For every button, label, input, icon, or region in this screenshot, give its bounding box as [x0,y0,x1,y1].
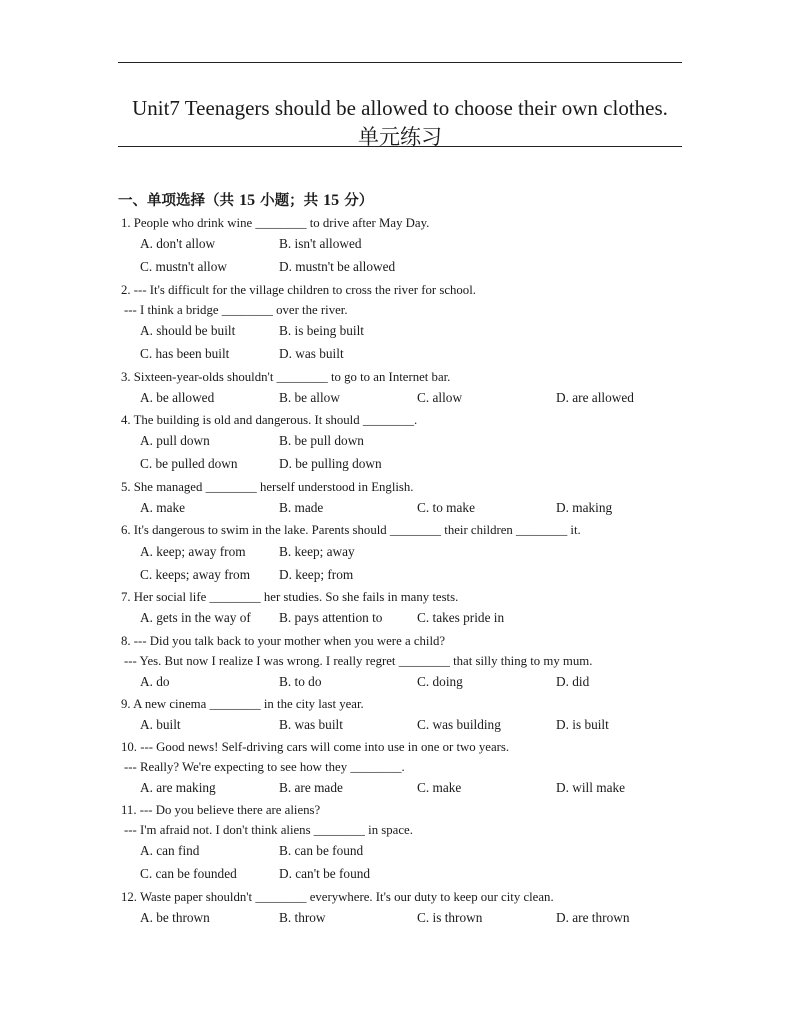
answer-option: C. be pulled down [140,456,238,471]
answer-option: C. make [417,780,462,795]
answer-option: C. to make [417,500,475,515]
answer-option: D. are thrown [556,910,630,925]
question-stem: 1. People who drink wine ________ to drive after May Day. [121,216,430,230]
answer-option: D. are allowed [556,390,634,405]
answer-option: B. made [279,500,324,515]
answer-option: A. pull down [140,433,210,448]
answer-option: B. to do [279,674,322,689]
answer-option: A. should be built [140,323,236,338]
answer-option: D. keep; from [279,567,354,582]
question-stem: 11. --- Do you believe there are aliens? [121,803,321,817]
question-line: --- Really? We're expecting to see how they ________. [124,760,405,774]
question-stem: 3. Sixteen-year-olds shouldn't ________ to go to an Internet bar. [121,370,451,384]
answer-option: A. built [140,717,181,732]
question-stem: 8. --- Did you talk back to your mother when you were a child? [121,634,446,648]
answer-option: C. can be founded [140,866,237,881]
answer-option: D. is built [556,717,609,732]
answer-option: D. be pulling down [279,456,382,471]
answer-option: D. will make [556,780,626,795]
question-stem: 5. She managed ________ herself understood in English. [121,480,414,494]
answer-option: B. be allow [279,390,340,405]
answer-option: A. keep; away from [140,544,246,559]
answer-option: A. do [140,674,170,689]
answer-option: B. pays attention to [279,610,383,625]
top-rule [118,62,682,63]
answer-option: B. was built [279,717,343,732]
answer-option: D. can't be found [279,866,371,881]
answer-option: A. be allowed [140,390,215,405]
question-stem: 10. --- Good news! Self-driving cars will come into use in one or two years. [121,740,510,754]
answer-option: B. be pull down [279,433,364,448]
answer-option: B. is being built [279,323,364,338]
answer-option: C. takes pride in [417,610,505,625]
question-stem: 12. Waste paper shouldn't ________ everywhere. It's our duty to keep our city clean. [121,890,554,904]
section-heading: 一、单项选择（共 15 小题；共 15 分） [118,192,374,209]
page-title: Unit7 Teenagers should be allowed to choose their own clothes. [132,96,668,120]
answer-option: D. did [556,674,590,689]
answer-option: B. throw [279,910,326,925]
question-stem: 9. A new cinema ________ in the city last year. [121,697,364,711]
answer-option: C. allow [417,390,463,405]
answer-option: A. be thrown [140,910,210,925]
answer-option: A. are making [140,780,216,795]
question-stem: 6. It's dangerous to swim in the lake. Parents should ________ their children ________ it. [121,523,581,537]
answer-option: C. is thrown [417,910,483,925]
answer-option: B. are made [279,780,343,795]
answer-option: D. mustn't be allowed [279,259,396,274]
answer-option: A. make [140,500,186,515]
answer-option: C. was building [417,717,501,732]
answer-option: C. has been built [140,346,230,361]
answer-option: C. keeps; away from [140,567,251,582]
answer-option: C. mustn't allow [140,259,227,274]
answer-option: B. can be found [279,843,364,858]
question-stem: 7. Her social life ________ her studies. So she fails in many tests. [121,590,459,604]
answer-option: A. gets in the way of [140,610,251,625]
question-line: --- I think a bridge ________ over the river. [124,303,348,317]
answer-option: C. doing [417,674,463,689]
question-stem: 2. --- It's difficult for the village children to cross the river for school. [121,283,476,297]
question-stem: 4. The building is old and dangerous. It should ________. [121,413,418,427]
question-line: --- I'm afraid not. I don't think aliens ________ in space. [124,823,413,837]
page-subtitle: 单元练习 [358,125,442,149]
title-underline [118,146,682,147]
answer-option: A. can find [140,843,200,858]
answer-option: B. isn't allowed [279,236,362,251]
answer-option: B. keep; away [279,544,355,559]
question-line: --- Yes. But now I realize I was wrong. I really regret ________ that silly thing to my mum. [124,654,593,668]
answer-option: D. was built [279,346,344,361]
answer-option: D. making [556,500,613,515]
answer-option: A. don't allow [140,236,216,251]
